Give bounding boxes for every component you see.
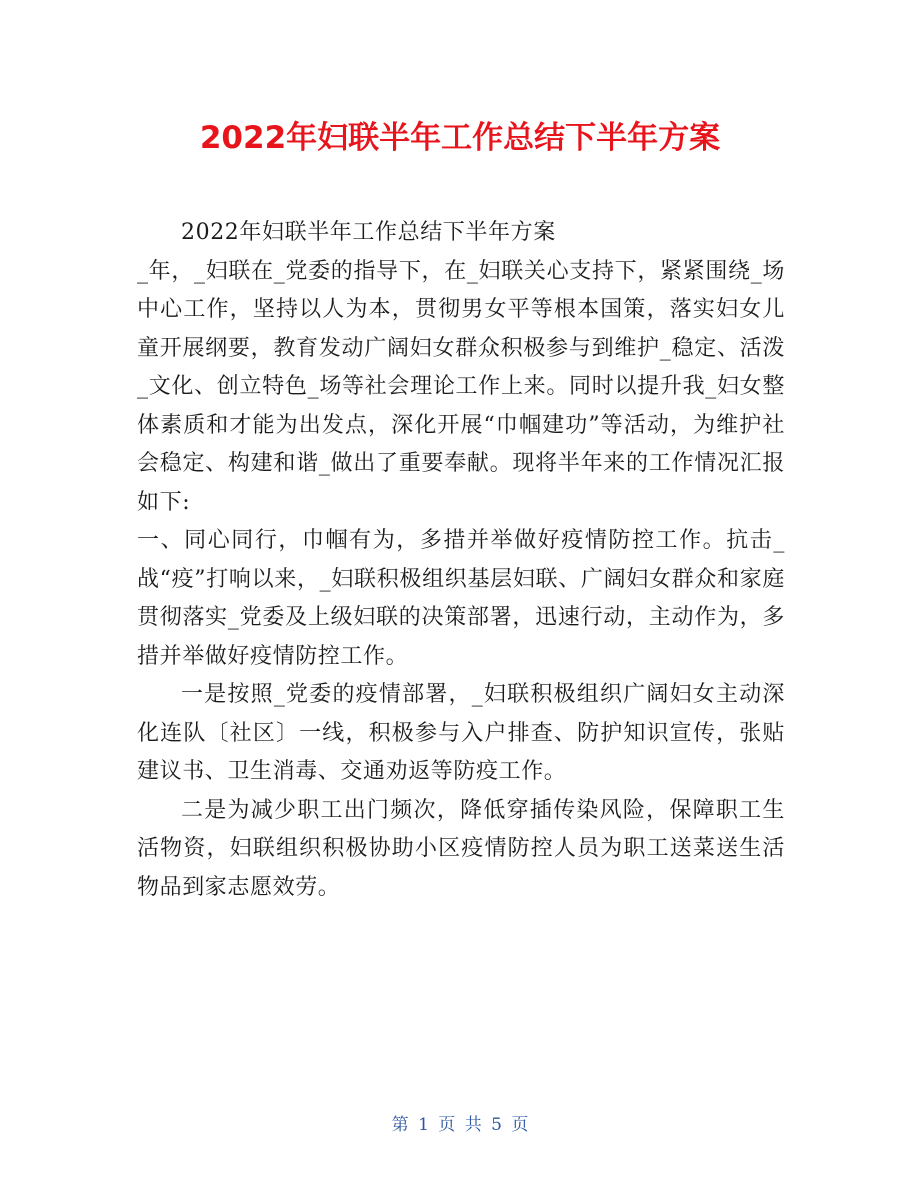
page-number-footer: 第 1 页 共 5 页: [391, 1115, 529, 1135]
page-title: 2022年妇联半年工作总结下半年方案: [199, 120, 721, 156]
document-body: [137, 214, 785, 907]
section-one-heading-paragraph: 一、同心同行，巾帼有为，多措并举做好疫情防控工作。抗击_战“疫”打响以来，_妇联积极组织基层妇联、广阔妇女群众和家庭贯彻落实_党委及上级妇联的决策部署，迅速行动，主动作为，多措并举做好疫情防控工作。: [137, 528, 785, 669]
item-one-paragraph: 一是按照_党委的疫情部署，_妇联积极组织广阔妇女主动深化连队〔社区〕一线，积极参与入户排查、防护知识宣传，张贴建议书、卫生消毒、交通劝返等防疫工作。: [137, 682, 785, 784]
item-two-paragraph: 二是为减少职工出门频次，降低穿插传染风险，保障职工生活物资，妇联组织积极协助小区疫情防控人员为职工送菜送生活物品到家志愿效劳。: [137, 797, 785, 900]
intro-paragraph: _年，_妇联在_党委的指导下，在_妇联关心支持下，紧紧围绕_场中心工作，坚持以人为本，贯彻男女平等根本国策，落实妇女儿童开展纲要，教育发动广阔妇女群众积极参与到维护_稳定、活泼_文化、创立特色_场等社会理论工作上来。同时以提升我_妇女整体素质和才能为出发点，深化开展“巾帼建功”等活动，为维护社会稳定、构建和谐_做出了重要奉献。现将半年来的工作情况汇报如下:: [137, 258, 785, 515]
subtitle-paragraph: 2022年妇联半年工作总结下半年方案: [181, 220, 556, 245]
